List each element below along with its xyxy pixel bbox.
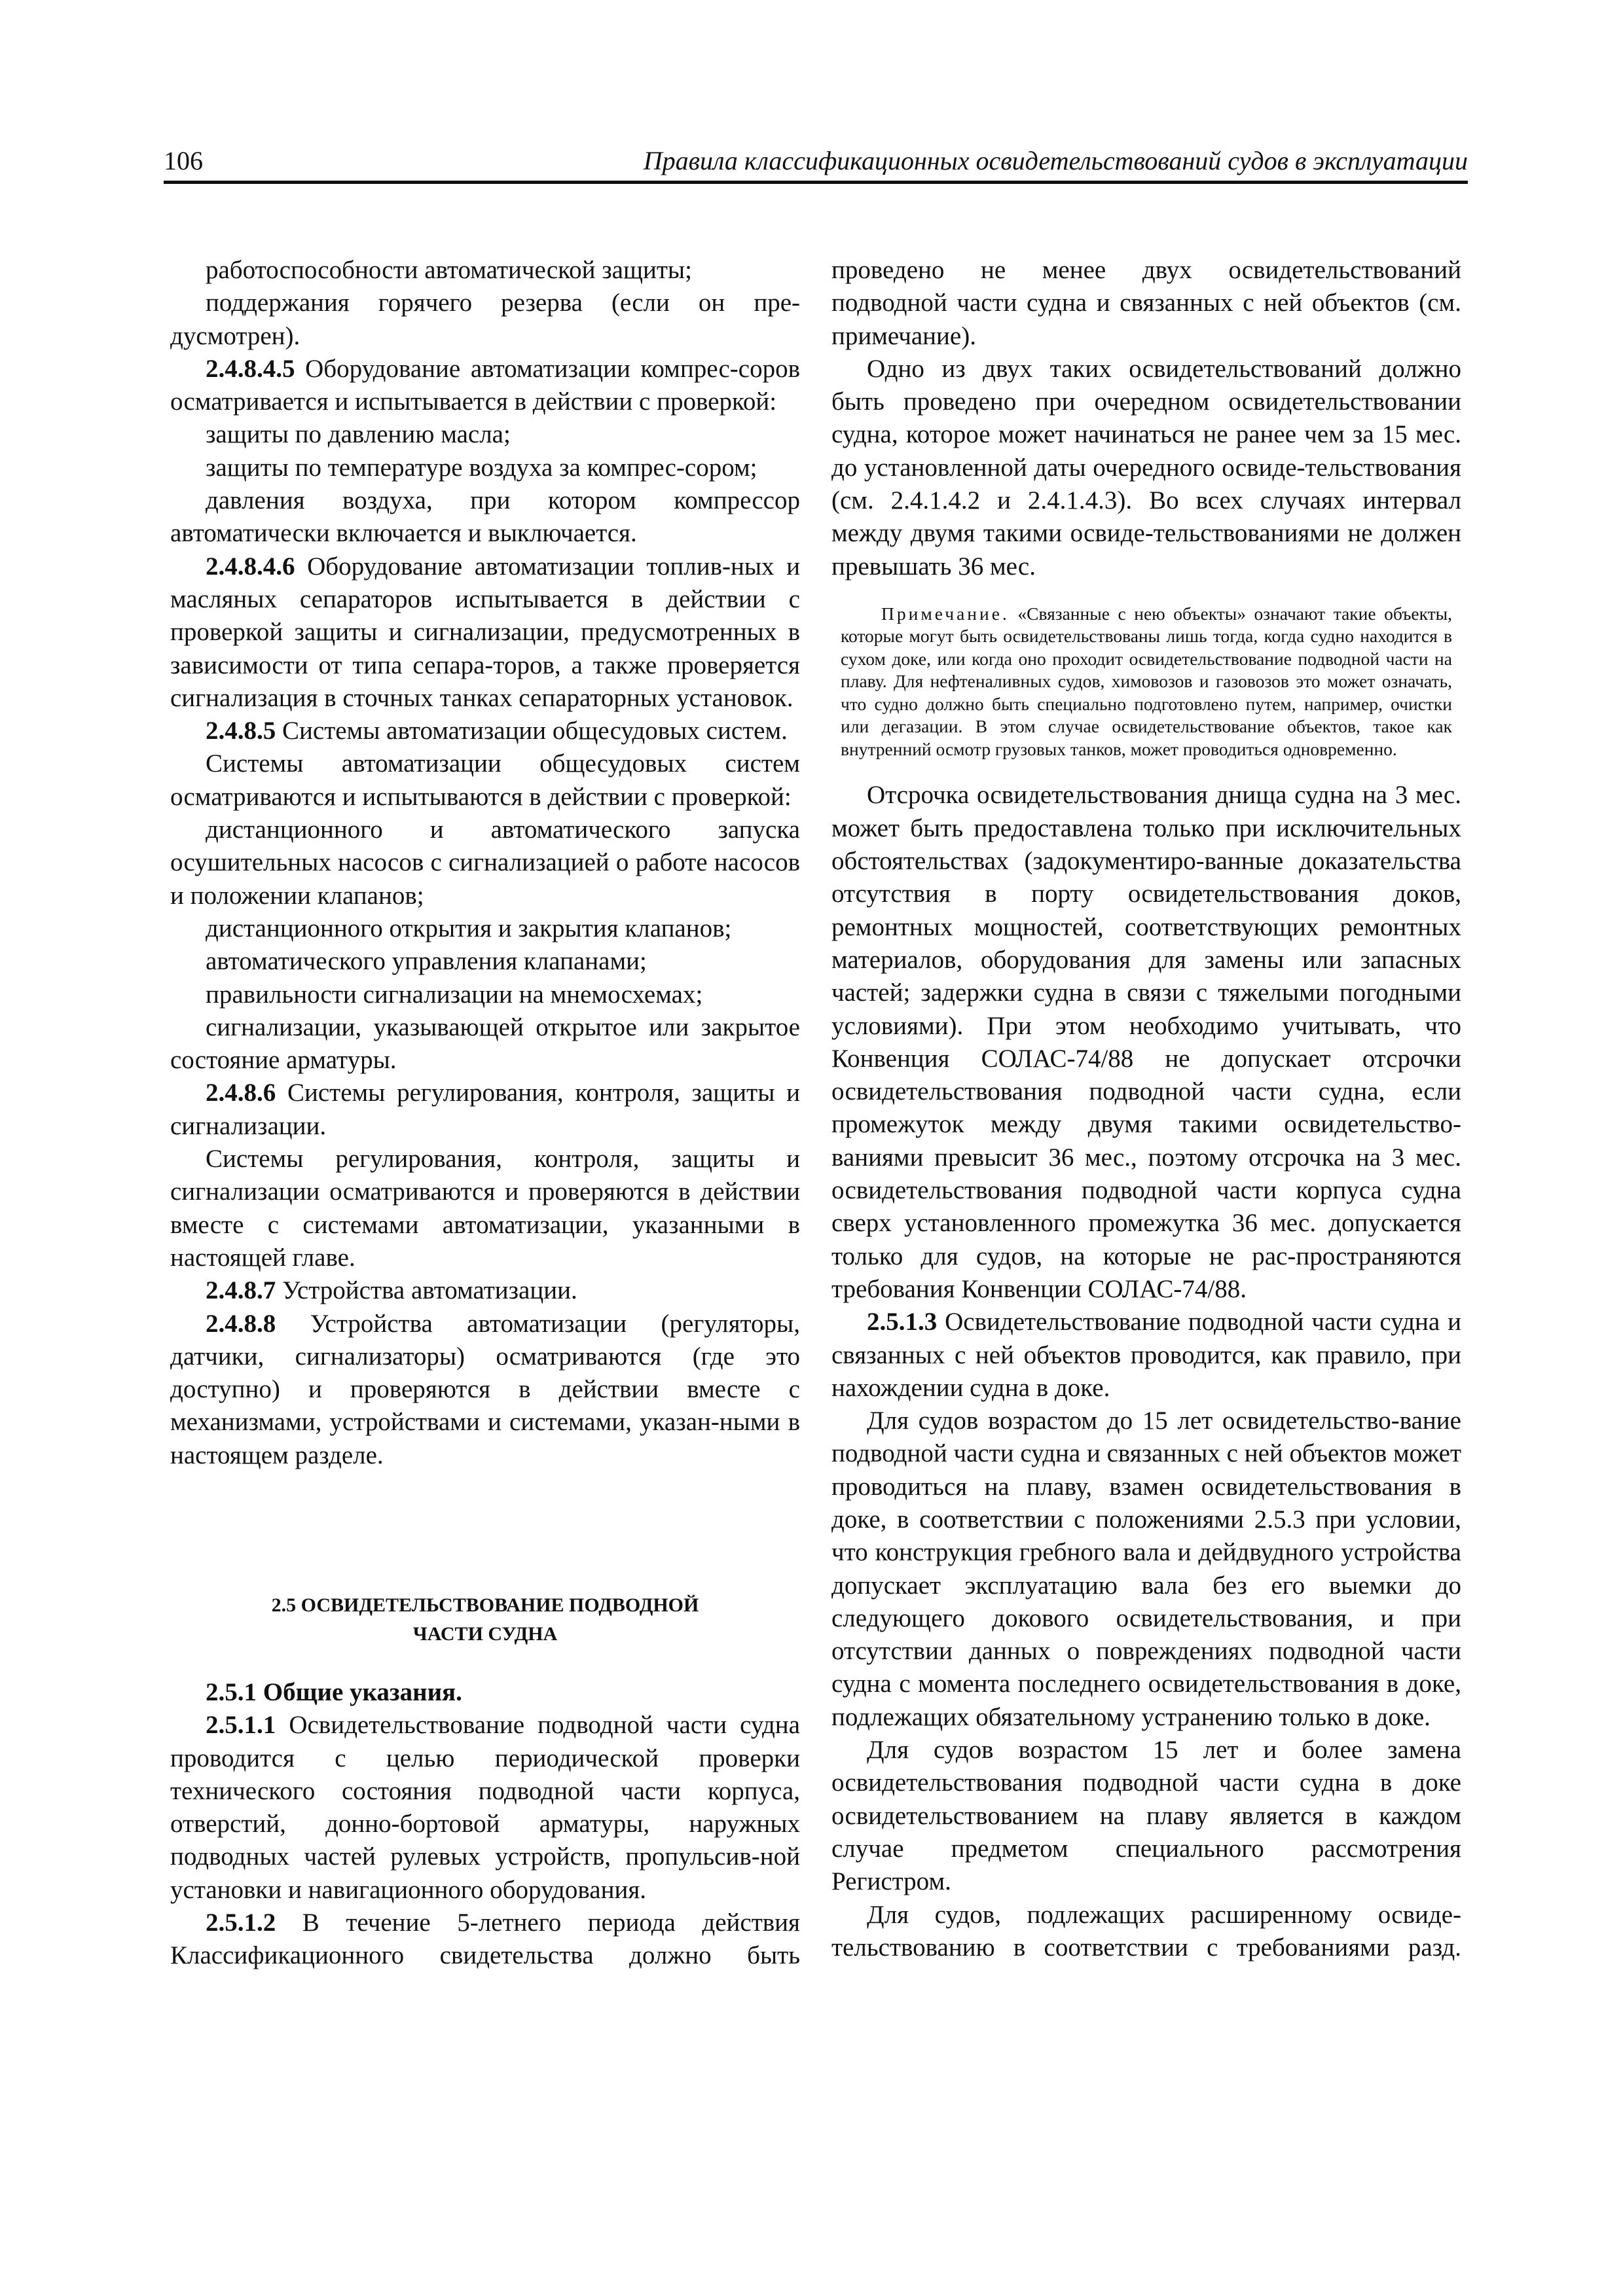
paragraph: правильности сигнализации на мнемосхемах; <box>206 980 703 1009</box>
paragraph: Для судов, подлежащих расширенному освиде-тельствованию в соответствии с требованиями разд. <box>831 1900 1461 1962</box>
section-title: 2.5 ОСВИДЕТЕЛЬСТВОВАНИЕ ПОДВОДНОЙ ЧАСТИ СУДНА <box>271 1594 699 1645</box>
paragraph: дистанционного открытия и закрытия клапанов; <box>206 914 732 942</box>
paragraph: дистанционного и автоматического запуска осушительных насосов с сигнализацией о работе насосов и положении клапанов; <box>170 816 800 910</box>
paragraph: поддержания горячего резерва (если он пре-дусмотрен). <box>170 289 800 350</box>
clause-number: 2.4.8.8 <box>206 1309 276 1338</box>
paragraph: Для судов возрастом до 15 лет освидетельство-вание подводной части судна и связанных с ней объектов может проводиться на плаву, взамен освидетельствования в доке, в соответствии с положениями 2.5.3 при условии, что конструкция гребного вала и дейдвудного устройства допускает эксплуатацию вала без его выемки до следующего докового освидетельствования, и при отсутствии данных о повреждениях подводной части судна с момента последнего освидетельствования в доке, подлежащих обязательному устранению только в доке. <box>831 1407 1461 1731</box>
paragraph: 2.5.1.2 В течение 5-летнего периода действия Классификационного свидетельства должно быть <box>170 1909 800 1970</box>
paragraph: Системы автоматизации общесудовых систем осматриваются и испытываются в действии с проверкой: <box>170 749 800 811</box>
paragraph: Отсрочка освидетельствования днища судна на 3 мес. может быть предоставлена только при исключительных обстоятельствах (задокументиро-ванные доказательства отсутствия в порту освидетельствования доков, ремонтных мощностей, соответствующих ремонтных материалов, оборудования для замены или запасных частей; задержки судна в связи с тяжелыми погодными условиями). При этом необходимо учитывать, что Конвенция СОЛАС-74/88 не допускает отсрочки освидетельствования подводной части судна, если промежуток между двумя такими освидетельство-ваниями превысит 36 мес., поэтому отсрочка на 3 мес. освидетельствования подводной части корпуса судна сверх установленного промежутка 36 мес. допускается только для судов, на которые не рас-пространяются требования Конвенции СОЛАС-74/88. <box>831 781 1461 1303</box>
paragraph: 2.5.1.1 Освидетельствование подводной части судна проводится с целью периодической проверки технического состояния подводной части корпуса, отверстий, донно-бортовой арматуры, наружных подводных частей рулевых устройств, пропульсив-ной установки и навигационного оборудования. <box>170 1711 800 1904</box>
page-header <box>164 143 1468 184</box>
paragraph: 2.4.8.4.5 Оборудование автоматизации компрес-соров осматривается и испытывается в действии с проверкой: <box>170 354 800 416</box>
clause-number: 2.4.8.6 <box>206 1079 276 1107</box>
paragraph: работоспособности автоматической защиты; <box>206 256 692 284</box>
note-block: Примечание. «Связанные с нею объекты» означают такие объекты, которые могут быть освидетельствованы лишь тогда, когда судно находится в сухом доке, или когда оно проходит освидетельствование подводной части на плаву. Для нефтеналивных судов, химовозов и газовозов это может означать, что судно должно быть специально подготовлено путем, например, очистки или дегазации. В этом случае освидетельствование объектов, такое как внутренний осмотр грузовых танков, может проводиться одновременно. <box>841 603 1452 759</box>
clause-number: 2.4.8.7 <box>206 1276 276 1305</box>
paragraph: сигнализации, указывающей открытое или закрытое состояние арматуры. <box>170 1013 800 1075</box>
clause-number: 2.5.1.3 <box>867 1308 938 1336</box>
paragraph: автоматического управления клапанами; <box>206 947 647 976</box>
paragraph: проведено не менее двух освидетельствований подводной части судна и связанных с ней объектов (см. примечание). <box>831 256 1461 350</box>
paragraph: Для судов возрастом 15 лет и более замена освидетельствования подводной части судна в доке освидетельствованием на плаву является в каждом случае предметом специального рассмотрения Регистром. <box>831 1736 1461 1896</box>
paragraph: защиты по температуре воздуха за компрес-сором; <box>206 453 757 482</box>
clause-number: 2.5.1.2 <box>206 1909 276 1937</box>
paragraph: защиты по давлению масла; <box>206 420 511 449</box>
clause-number: 2.5.1.1 <box>206 1711 276 1740</box>
paragraph: 2.4.8.5 Системы автоматизации общесудовых систем. <box>206 717 788 745</box>
clause-number: 2.4.8.4.6 <box>206 552 295 581</box>
paragraph: 2.5.1.3 Освидетельствование подводной части судна и связанных с ней объектов проводится, как правило, при нахождении судна в доке. <box>831 1308 1461 1402</box>
paragraph: Системы регулирования, контроля, защиты и сигнализации осматриваются и проверяются в действии вместе с системами автоматизации, указанными в настоящей главе. <box>170 1145 800 1272</box>
note-label: Примечание. <box>881 603 1010 624</box>
paragraph: 2.4.8.6 Системы регулирования, контроля, защиты и сигнализации. <box>170 1079 800 1140</box>
subsection-heading: 2.5.1 Общие указания. <box>206 1677 462 1706</box>
left-column <box>170 254 800 1973</box>
clause-number: 2.4.8.4.5 <box>206 354 295 383</box>
right-column <box>831 254 1461 1964</box>
paragraph: Одно из двух таких освидетельствований должно быть проведено при очередном освидетельствовании судна, которое может начинаться не ранее чем за 15 мес. до установленной даты очередного освиде-тельствования (см. 2.4.1.4.2 и 2.4.1.4.3). Во всех случаях интервал между двумя такими освиде-тельствованиями не должен превышать 36 мес. <box>831 354 1461 581</box>
paragraph: 2.4.8.8 Устройства автоматизации (регуляторы, датчики, сигнализаторы) осматриваются (где это доступно) и проверяются в действии вместе с механизмами, устройствами и системами, указан-ными в настоящем разделе. <box>170 1309 800 1469</box>
running-title: Правила классификационных освидетельствований судов в эксплуатации <box>643 146 1468 175</box>
clause-number: 2.4.8.5 <box>206 717 276 745</box>
paragraph: 2.4.8.7 Устройства автоматизации. <box>206 1276 577 1305</box>
page-number: 106 <box>164 146 203 175</box>
paragraph: давления воздуха, при котором компрессор автоматически включается и выключается. <box>170 486 800 548</box>
paragraph: 2.4.8.4.6 Оборудование автоматизации топлив-ных и масляных сепараторов испытывается в действии с проверкой защиты и сигнализации, предусмотренных в зависимости от типа сепара-торов, а также проверяется сигнализация в сточных танках сепараторных установок. <box>170 552 800 712</box>
